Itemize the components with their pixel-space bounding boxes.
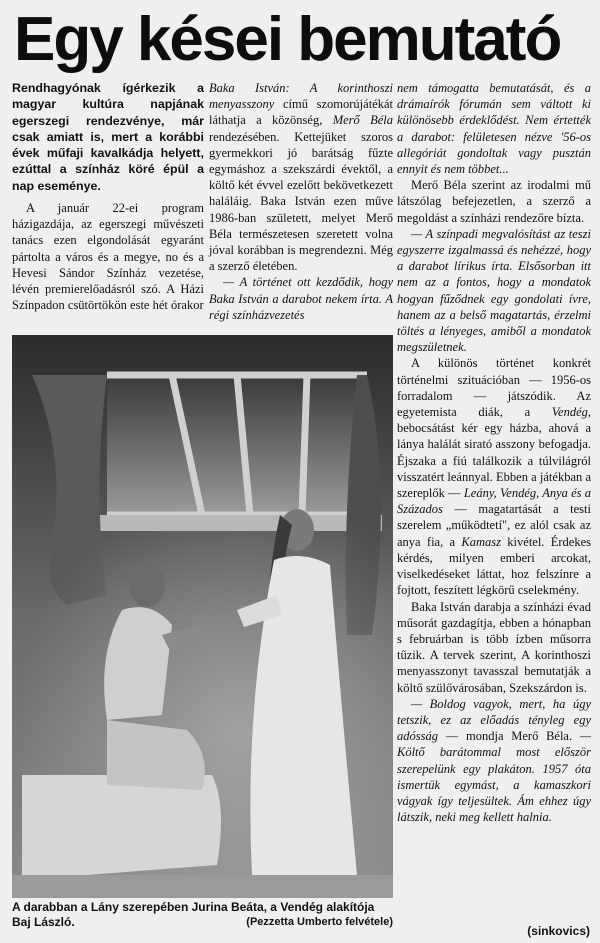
photo-credit: (Pezzetta Umberto felvétele) (246, 916, 393, 928)
paragraph: A január 22-ei program házigazdája, az egerszegi művészeti tanács ezen elgondolását egyaránt pártolta a város és a megye, no és a Hevesi Sándor Színház vezetése, lévén premierelőadásról szó. A Házi Színpadon csütörtökön este hét órakor (12, 201, 204, 313)
paragraph: Baka István darabja a színházi évad műsorát gazdagítja, ebben a hónapban s februárban is több ízben műsorra tűzik. A tervek szerint, A korinthoszi menyasszonyt tavasszal bemutatják a költő szülővárosában, Szekszárdon is. (397, 599, 591, 695)
paragraph (397, 696, 591, 826)
text-span: Merő Béla (332, 113, 394, 128)
text-span: —Költő barátommal most először szerepelünk egy plakáton. 1957 óta ismertük egymást, a kamaszkori vágyak így teljesültek. Ám ehhez úgy látszik, neki meg kellett halnia. (397, 729, 591, 825)
paragraph (209, 80, 393, 274)
stage-photo-image (12, 335, 393, 898)
paragraph: nem támogatta bemutatását, és a drámaírók fórumán sem váltott ki különösebb érdeklődést. Nem értették a darabot: felületesen nézve '56-os allegóriát gondoltak vagy pusztán ennyit és nem többet... (397, 81, 591, 177)
paragraph: — A történet ott kezdődik, hogy Baka István a darabot nekem írta. A régi színházvezetés (209, 275, 393, 322)
paragraph: — A színpadi megvalósítást az teszi egyszerre izgalmassá és nehézzé, hogy a darabot lírikus írta. Elsősorban itt nem az a fontos, hogy a mondatok hogyan fűződnek egy gondolati ívre, hanem az a belső magatartás, érzelmi töltés a lényeges, amiből a mondatok megszületnek. (397, 226, 591, 355)
photo-caption-text: A darabban a Lány szerepében Jurina Beáta, a Vendég alakítója Baj László. (12, 900, 375, 929)
paragraph: Merő Béla szerint az irodalmi mű látszólag befejezetlen, a szerző a megoldást a színházi rendezőre bízta. (397, 178, 591, 225)
headline: Egy kései bemutató (14, 5, 561, 74)
article-lead: Rendhagyónak ígérkezik a magyar kultúra napjának egerszegi rendezvénye, már csak amiatt is, mert a korábbi évek műfaji kavalkádja helyett, ezúttal a színház köré épül a nap eseménye. (12, 81, 204, 193)
author-signature: (sinkovics) (527, 924, 590, 938)
article-column-1 (12, 80, 204, 334)
paragraph (397, 355, 591, 598)
text-span: Leány, Vendég, Anya és a Százados (397, 486, 591, 517)
text-span: — mondja Merő Béla. (437, 729, 580, 744)
text-span: Baka István: A korinthoszi menyasszony (209, 81, 393, 112)
text-span: — Boldog vagyok, mert, ha úgy tetszik, ez az előadás tényleg egy adósság (397, 696, 591, 744)
article-column-2 (209, 80, 393, 334)
text-span: című szomorújátékát láthatja a közönség, (209, 97, 393, 128)
text-span: , bebocsátást kér egy házba, ahová a lánya halálát sirató asszony befogadja. Éjszaka a fiú találkozik a túlvilágról visszatért leánnyal. Ebben a játékban a szereplők — (397, 405, 591, 501)
text-span: A különös történet konkrét történelmi szituációban — 1956-os forradalom — játszódik. Az egyetemista diák, a (397, 356, 591, 420)
text-span: kivétel. Érdekes kérdés, milyen emberi arcokat, viselkedéseket láttat, hoz felszínre a fojtott, feszített légkörű cselekmény. (397, 534, 592, 598)
photo-caption (12, 900, 393, 930)
article-column-3 (397, 80, 591, 910)
text-span: — magatartását a testi szerelem „működtetí", ez alól csak az anya fia, a (397, 502, 591, 549)
text-span: rendezésében. Kettejüket szoros gyermekkori jó barátság fűzte egymáshoz a szekszárdi évektől, a költő két évvel ezelőtt bekövetkezett haláláig. Baka István ezen műve 1986-ban született, melyet Merő Béla természetesen szeretett volna jóval korábban is megrendezni. Még a szerző életében. (209, 129, 393, 274)
text-span: Kamasz (461, 534, 501, 549)
stage-photo (12, 335, 393, 898)
text-span: Vendég (551, 405, 588, 420)
